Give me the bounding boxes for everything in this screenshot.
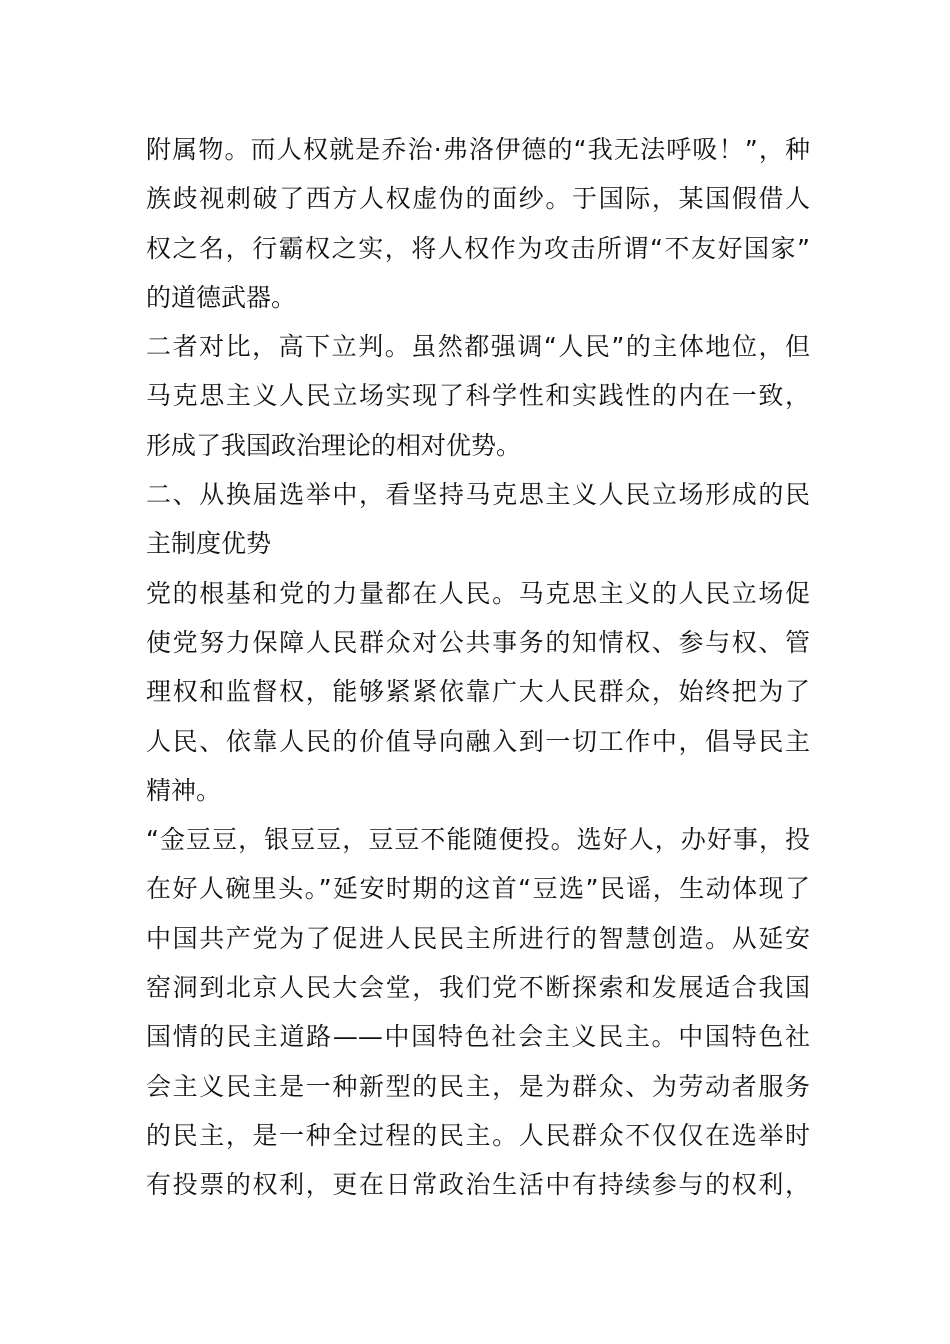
text-line: 形成了我国政治理论的相对优势。 — [146, 430, 522, 460]
text-line: 的民主，是一种全过程的民主。人民群众不仅仅在选举时 — [146, 1120, 810, 1150]
document-body — [146, 125, 810, 1210]
text-line: 附属物。而人权就是乔治·弗洛伊德的“我无法呼吸！”，种 — [146, 135, 810, 164]
text-line: 有投票的权利，更在日常政治生活中有持续参与的权利， — [146, 1170, 810, 1200]
text-line: 中国共产党为了促进人民民主所进行的智慧创造。从延安 — [146, 923, 810, 953]
text-line: 的道德武器。 — [146, 282, 297, 312]
section-heading — [146, 470, 810, 569]
text-line: 理权和监督权，能够紧紧依靠广大人民群众，始终把为了 — [146, 677, 810, 707]
text-line: 族歧视刺破了西方人权虚伪的面纱。于国际，某国假借人 — [146, 184, 810, 214]
text-line: 国情的民主道路——中国特色社会主义民主。中国特色社 — [146, 1022, 810, 1052]
text-line: 权之名，行霸权之实，将人权作为攻击所谓“不友好国家” — [146, 233, 810, 263]
paragraph-4 — [146, 815, 810, 1209]
text-line: 人民、依靠人民的价值导向融入到一切工作中，倡导民主 — [146, 726, 810, 756]
text-line: 会主义民主是一种新型的民主，是为群众、为劳动者服务 — [146, 1071, 810, 1101]
text-line: 精神。 — [146, 775, 222, 805]
heading-line: 二、从换届选举中，看坚持马克思主义人民立场形成的民 — [146, 480, 810, 510]
text-line: 在好人碗里头。”延安时期的这首“豆选”民谣，生动体现了 — [146, 874, 810, 904]
paragraph-1 — [146, 125, 810, 322]
text-line: 马克思主义人民立场实现了科学性和实践性的内在一致， — [146, 381, 810, 411]
text-line: 窑洞到北京人民大会堂，我们党不断探索和发展适合我国 — [146, 973, 810, 1003]
paragraph-3 — [146, 569, 810, 815]
text-line: 二者对比，高下立判。虽然都强调“人民”的主体地位，但 — [146, 332, 810, 362]
text-line: 党的根基和党的力量都在人民。马克思主义的人民立场促 — [146, 578, 810, 608]
text-line: 使党努力保障人民群众对公共事务的知情权、参与权、管 — [146, 627, 810, 657]
paragraph-2 — [146, 322, 810, 470]
text-line: “金豆豆，银豆豆，豆豆不能随便投。选好人，办好事，投 — [146, 825, 810, 855]
heading-line: 主制度优势 — [146, 529, 272, 559]
